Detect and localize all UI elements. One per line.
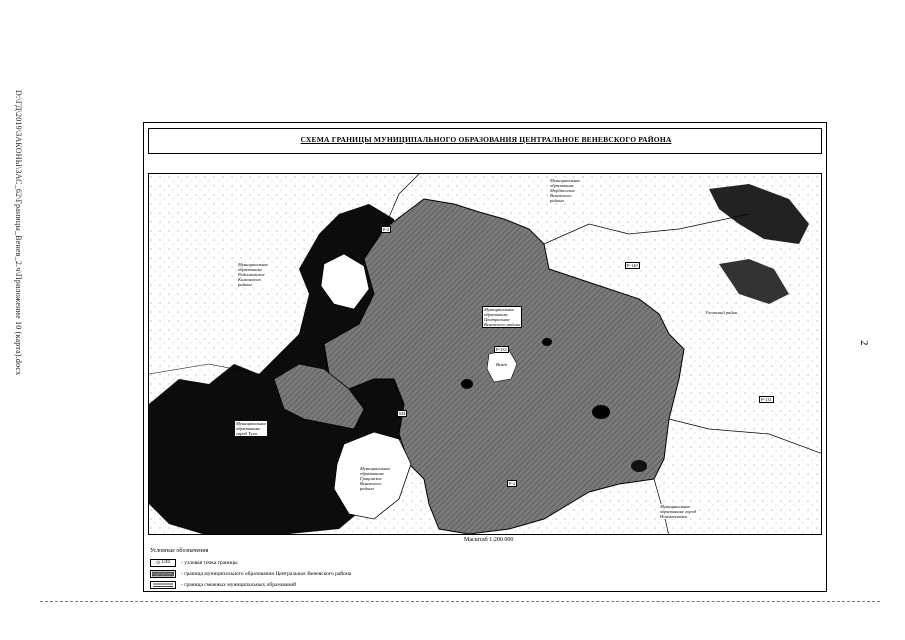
map-sheet	[143, 122, 827, 592]
label-east: Узловский район	[705, 310, 738, 315]
page-bottom-rule	[40, 601, 880, 602]
legend-title: Условные обозначения	[150, 548, 209, 554]
map-title: СХЕМА ГРАНИЦЫ МУНИЦИПАЛЬНОГО ОБРАЗОВАНИЯ ЦЕНТРАЛЬНОЕ ВЕНЕВСКОГО РАЙОНА	[300, 135, 672, 144]
legend	[150, 548, 550, 590]
node-point-symbol	[150, 559, 176, 567]
hatched-boundary-icon	[152, 571, 174, 577]
document-file-path: D:\ГД\2019\ЗАКОНЫ\ЗАС_62\Границы_Венев_2.ч\Приложение 10 (карта).docx	[14, 90, 23, 376]
page-number: 2	[858, 340, 870, 346]
legend-symbol-code: U46	[161, 560, 171, 565]
legend-row-node	[150, 557, 550, 568]
map-graphic	[149, 174, 822, 535]
node-point-icon: ⊙	[155, 560, 161, 566]
legend-text-boundary: - граница муниципального образования Центральное Веневского района	[181, 570, 352, 577]
road-label-1: Р-2	[383, 227, 390, 232]
municipality-boundary-symbol	[150, 570, 176, 578]
lake-2	[631, 460, 647, 472]
label-west-lower: Муниципальное образование город Тула	[236, 421, 267, 436]
legend-text-node: - узловая точка границы	[181, 559, 238, 566]
label-town: Венёв	[496, 362, 508, 367]
label-south: Муниципальное образование Грицовское Веневского района	[360, 466, 391, 491]
legend-row-adjacent	[150, 579, 550, 590]
map-scale: Масштаб 1:200 000	[464, 537, 514, 543]
road-label-3: М4	[399, 411, 406, 416]
adjacent-boundary-symbol	[150, 581, 176, 589]
label-center: Муниципальное образование Центральное Веневского района	[484, 307, 521, 327]
label-north: Муниципальное образование Мордвесское Веневского района	[550, 178, 581, 203]
lake-3	[542, 338, 552, 346]
legend-text-adjacent: - граница смежных муниципальных образований	[181, 581, 297, 588]
lake-4	[461, 379, 473, 389]
road-label-6: Р-132	[496, 347, 507, 352]
road-label-5: Р-131	[761, 397, 772, 402]
lake-1	[592, 405, 610, 419]
road-label-4: Р-2	[509, 481, 516, 486]
double-line-icon	[152, 582, 174, 588]
label-west-upper: Муниципальное образование Родионовское Кимовского района	[238, 262, 269, 287]
map-area	[148, 173, 822, 535]
legend-row-boundary	[150, 568, 550, 579]
road-label-2: Р-140	[627, 263, 638, 268]
label-southeast: Муниципальное образование город Новомосковск	[660, 504, 697, 519]
